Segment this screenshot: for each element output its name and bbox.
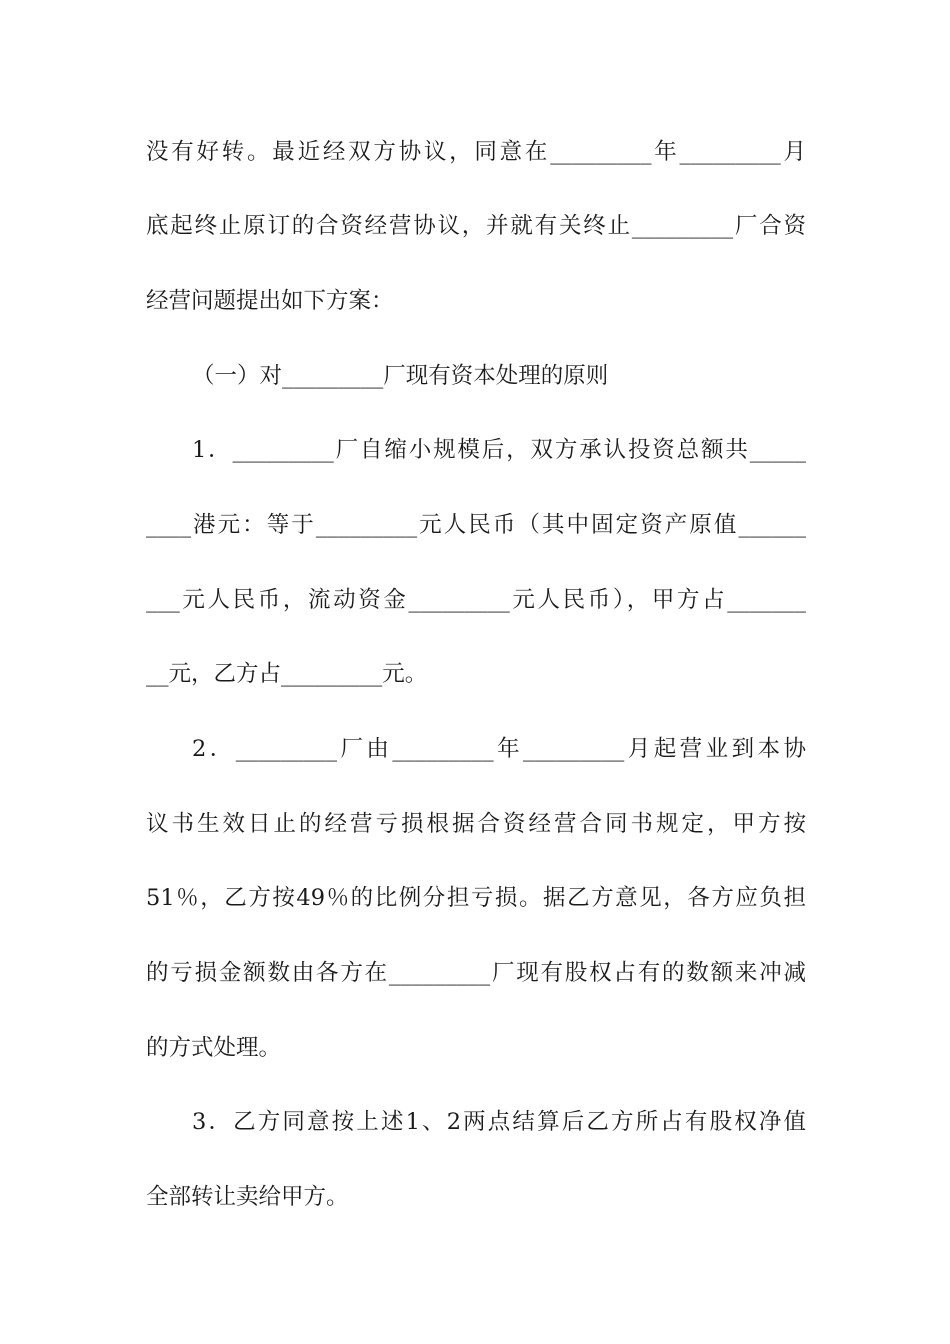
text-line-12: 的亏损金额数由各方在_________厂现有股权占有的数额来冲减 xyxy=(146,960,806,986)
text-line-15: 全部转让卖给甲方。 xyxy=(146,1184,349,1210)
text-line-13: 的方式处理。 xyxy=(146,1035,282,1061)
text-line-14: 3．乙方同意按上述1、2两点结算后乙方所占有股权净值 xyxy=(192,1109,806,1135)
text-line-9: 2．_________厂由_________年_________月起营业到本协 xyxy=(192,736,806,762)
text-line-5: 1．_________厂自缩小规模后，双方承认投资总额共_____ xyxy=(192,437,806,463)
text-line-2: 底起终止原订的合资经营协议，并就有关终止_________厂合资 xyxy=(146,213,806,239)
text-line-10: 议书生效日止的经营亏损根据合资经营合同书规定，甲方按 xyxy=(146,811,806,837)
text-line-11: 51％，乙方按49％的比例分担亏损。据乙方意见，各方应负担 xyxy=(146,885,806,911)
text-line-3: 经营问题提出如下方案： xyxy=(146,288,394,314)
text-line-7: ___元人民币，流动资金_________元人民币），甲方占_______ xyxy=(146,587,806,613)
text-line-6: ____港元：等于_________元人民币（其中固定资产原值______ xyxy=(146,512,806,538)
text-line-8: __元，乙方占_________元。 xyxy=(146,661,428,687)
text-line-1: 没有好转。最近经双方协议，同意在_________年_________月 xyxy=(146,139,806,165)
section-heading: （一）对_________厂现有资本处理的原则 xyxy=(192,363,609,389)
